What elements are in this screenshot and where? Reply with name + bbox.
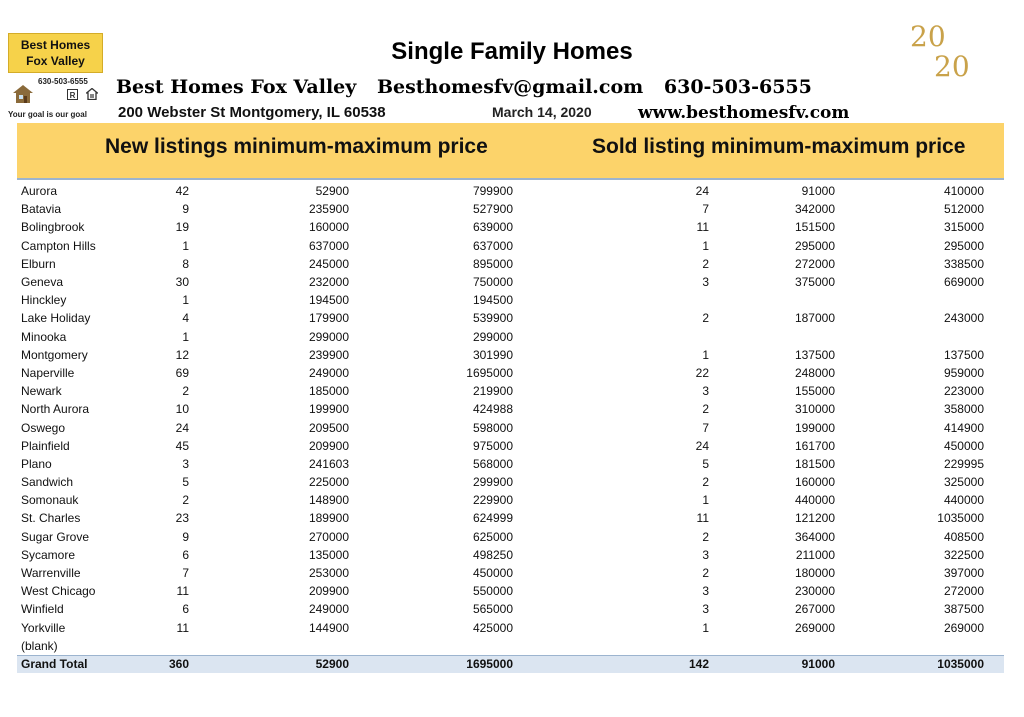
table-row: [17, 564, 1004, 582]
cell-city: Naperville: [21, 365, 75, 380]
table-row: [17, 437, 1004, 455]
listings-table-wrap: [17, 178, 1004, 673]
cell-sold-max: 397000: [943, 566, 984, 581]
cell-sold-max: 315000: [943, 220, 984, 235]
cell-sold-min: 248000: [794, 365, 835, 380]
cell-pad: [984, 582, 1004, 600]
table-row: [17, 273, 1004, 291]
cell-pad: [984, 473, 1004, 491]
cell-pad: [984, 455, 1004, 473]
cell-sold-count: 24: [695, 438, 709, 453]
cell-new-min: 253000: [308, 566, 349, 581]
cell-sold-max: 1035000: [835, 655, 984, 673]
cell-sold-max: 243000: [943, 311, 984, 326]
cell-new-count: 1: [182, 293, 189, 308]
table-body: [17, 180, 1004, 673]
cell-pad: [984, 364, 1004, 382]
cell-new-max: 799900: [472, 184, 513, 199]
cell-new-count: 360: [141, 655, 189, 673]
logo-tagline: Your goal is our goal: [8, 110, 87, 119]
cell-sold-max: 229995: [943, 456, 984, 471]
cell-new-max: 219900: [472, 384, 513, 399]
cell-city: Geneva: [21, 275, 64, 290]
cell-city: Sycamore: [21, 547, 76, 562]
report-date: March 14, 2020: [492, 104, 592, 120]
table-row: [17, 382, 1004, 400]
cell-sold-count: 1: [702, 620, 709, 635]
cell-city: Plainfield: [21, 438, 70, 453]
cell-city: (blank): [21, 638, 58, 653]
cell-sold-count: 7: [702, 420, 709, 435]
cell-new-max: 637000: [472, 238, 513, 253]
cell-city: Warrenville: [21, 566, 81, 581]
cell-sold-min: 155000: [794, 384, 835, 399]
cell-sold-count: [513, 328, 709, 346]
company-name: Best Homes Fox Valley: [116, 76, 357, 98]
cell-new-count: 12: [175, 347, 189, 362]
cell-new-max: 301990: [472, 347, 513, 362]
cell-sold-count: 2: [702, 475, 709, 490]
logo-phone: 630-503-6555: [38, 77, 88, 86]
cell-sold-min: 375000: [794, 275, 835, 290]
cell-new-max: 527900: [472, 202, 513, 217]
cell-city: Grand Total: [17, 655, 141, 673]
cell-sold-count: 3: [702, 584, 709, 599]
cell-sold-min: 180000: [794, 566, 835, 581]
contact-phone: 630-503-6555: [663, 76, 812, 98]
cell-new-max: 598000: [472, 420, 513, 435]
cell-sold-max: 295000: [943, 238, 984, 253]
cell-sold-min: [709, 328, 835, 346]
cell-new-count: 11: [176, 584, 189, 599]
cell-sold-max: 322500: [943, 547, 984, 562]
equal-housing-icon: [86, 88, 98, 100]
cell-city: West Chicago: [21, 584, 96, 599]
cell-city: Campton Hills: [21, 238, 96, 253]
cell-new-min: 209900: [308, 438, 349, 453]
cell-sold-count: 7: [702, 202, 709, 217]
cell-sold-count: 5: [702, 456, 709, 471]
cell-new-min: 194500: [308, 293, 349, 308]
cell-new-count: 19: [175, 220, 189, 235]
table-row: [17, 455, 1004, 473]
cell-sold-min: 211000: [795, 547, 835, 562]
cell-sold-max: 414900: [943, 420, 984, 435]
new-listings-heading: New listings minimum-maximum price: [105, 135, 488, 158]
cell-pad: [984, 346, 1004, 364]
cell-new-count: 42: [175, 184, 189, 199]
cell-new-max: 424988: [472, 402, 513, 417]
cell-new-count: 1: [182, 329, 189, 344]
cell-sold-min: 137500: [794, 347, 835, 362]
contact-email[interactable]: Besthomesfv@gmail.com: [376, 76, 644, 98]
cell-sold-max: [835, 291, 984, 309]
cell-new-max: 550000: [472, 584, 513, 599]
cell-new-min: 189900: [308, 511, 349, 526]
cell-sold-min: 295000: [794, 238, 835, 253]
cell-sold-count: [513, 291, 709, 309]
cell-new-max: 565000: [472, 602, 513, 617]
table-row: [17, 528, 1004, 546]
cell-new-min: 239900: [308, 347, 349, 362]
table-row: [17, 328, 1004, 346]
office-address: 200 Webster St Montgomery, IL 60538: [118, 104, 386, 121]
cell-sold-count: 11: [696, 511, 709, 526]
cell-sold-min: 187000: [794, 311, 835, 326]
cell-city: Aurora: [21, 184, 58, 199]
cell-city: Hinckley: [21, 293, 67, 308]
cell-new-min: 249000: [308, 602, 349, 617]
cell-new-min: 245000: [308, 256, 349, 271]
cell-pad: [984, 218, 1004, 236]
table-row: [17, 546, 1004, 564]
cell-pad: [984, 509, 1004, 527]
cell-pad: [984, 491, 1004, 509]
cell-pad: [984, 400, 1004, 418]
cell-new-count: 23: [175, 511, 189, 526]
cell-new-max: 625000: [472, 529, 513, 544]
cell-new-count: 9: [182, 529, 189, 544]
cell-new-count: 1: [182, 238, 189, 253]
cell-pad: [984, 291, 1004, 309]
cell-new-min: 199900: [308, 402, 349, 417]
cell-new-max: 639000: [472, 220, 513, 235]
cell-city: North Aurora: [21, 402, 90, 417]
cell-sold-min: 272000: [794, 256, 835, 271]
cell-pad: [984, 564, 1004, 582]
cell-city: Batavia: [21, 202, 62, 217]
year-2020-logo: [908, 20, 976, 80]
cell-pad: [984, 237, 1004, 255]
cell-sold-max: [835, 328, 984, 346]
cell-new-min: 209500: [308, 420, 349, 435]
cell-sold-min: 181500: [794, 456, 835, 471]
cell-sold-count: 2: [702, 402, 709, 417]
cell-pad: [984, 655, 1004, 673]
cell-new-max: 1695000: [349, 655, 513, 673]
cell-sold-count: 1: [702, 347, 709, 362]
cell-new-count: 45: [175, 438, 189, 453]
cell-city: Elburn: [21, 256, 56, 271]
cell-sold-min: 91000: [709, 655, 835, 673]
realtor-icon: R: [67, 89, 78, 100]
cell-city: Winfield: [21, 602, 64, 617]
grand-total-row: [17, 655, 1004, 673]
cell-new-max: 450000: [472, 566, 513, 581]
cell-city: Sandwich: [21, 475, 74, 490]
table-row: [17, 255, 1004, 273]
cell-sold-min: 199000: [794, 420, 835, 435]
cell-sold-min: 160000: [794, 475, 835, 490]
section-banner: [17, 123, 1004, 178]
cell-new-count: 2: [182, 384, 189, 399]
cell-new-min: 270000: [308, 529, 349, 544]
cell-new-max: 750000: [472, 275, 513, 290]
cell-new-count: [141, 637, 189, 656]
cell-sold-max: 512000: [943, 202, 984, 217]
cell-new-min: 160000: [308, 220, 349, 235]
cell-sold-count: 22: [695, 365, 709, 380]
website-link[interactable]: www.besthomesfv.com: [638, 103, 850, 123]
table-row: [17, 218, 1004, 236]
cell-new-max: 425000: [472, 620, 513, 635]
table-row: [17, 364, 1004, 382]
sold-listings-heading: Sold listing minimum-maximum price: [592, 135, 966, 158]
cell-sold-max: 269000: [943, 620, 984, 635]
table-row: [17, 291, 1004, 309]
cell-sold-min: [709, 291, 835, 309]
cell-new-min: 299000: [308, 329, 349, 344]
cell-sold-count: 2: [702, 256, 709, 271]
logo-line1: Best Homes: [20, 38, 91, 52]
cell-city: Yorkville: [21, 620, 66, 635]
cell-new-max: 975000: [472, 438, 513, 453]
cell-sold-max: 450000: [943, 438, 984, 453]
cell-sold-count: 3: [702, 275, 709, 290]
cell-sold-min: [709, 637, 835, 656]
cell-new-count: 4: [182, 311, 189, 326]
cell-new-max: 539900: [472, 311, 513, 326]
cell-sold-min: 267000: [794, 602, 835, 617]
table-row: [17, 619, 1004, 637]
cell-new-count: 9: [182, 202, 189, 217]
cell-pad: [984, 619, 1004, 637]
cell-pad: [984, 528, 1004, 546]
cell-new-max: 568000: [472, 456, 513, 471]
cell-sold-min: 364000: [794, 529, 835, 544]
cell-new-count: 8: [182, 256, 189, 271]
cell-sold-min: 310000: [794, 402, 835, 417]
cell-sold-min: 91000: [801, 184, 835, 199]
cell-sold-count: 142: [513, 655, 709, 673]
table-row: [17, 237, 1004, 255]
table-row: [17, 582, 1004, 600]
year-logo-top: 20: [910, 20, 946, 53]
table-row: [17, 637, 1004, 656]
cell-new-min: 144900: [308, 620, 349, 635]
cell-new-count: 3: [182, 456, 189, 471]
cell-sold-count: 1: [702, 238, 709, 253]
cell-new-max: 498250: [472, 547, 513, 562]
cell-sold-count: [513, 637, 709, 656]
cell-sold-min: 151500: [794, 220, 835, 235]
cell-new-count: 11: [176, 620, 189, 635]
table-row: [17, 418, 1004, 436]
cell-new-max: 299900: [472, 475, 513, 490]
cell-pad: [984, 418, 1004, 436]
cell-new-min: 235900: [308, 202, 349, 217]
cell-sold-min: 269000: [794, 620, 835, 635]
cell-pad: [984, 637, 1004, 656]
cell-new-min: 179900: [308, 311, 349, 326]
cell-sold-max: 137500: [943, 347, 984, 362]
cell-sold-max: 440000: [943, 493, 984, 508]
cell-city: Lake Holiday: [21, 311, 91, 326]
cell-sold-count: 1: [702, 493, 709, 508]
cell-new-max: [349, 637, 513, 656]
cell-city: St. Charles: [21, 511, 81, 526]
cell-sold-max: 959000: [943, 365, 984, 380]
cell-sold-max: 272000: [943, 584, 984, 599]
cell-sold-min: 230000: [794, 584, 835, 599]
cell-city: Oswego: [21, 420, 66, 435]
cell-pad: [984, 309, 1004, 327]
cell-new-min: 232000: [308, 275, 349, 290]
cell-sold-min: 440000: [794, 493, 835, 508]
listings-table: [17, 180, 1004, 673]
cell-city: Somonauk: [21, 493, 79, 508]
cell-city: Montgomery: [21, 347, 88, 362]
cell-sold-count: 11: [696, 220, 709, 235]
cell-pad: [984, 382, 1004, 400]
cell-sold-max: 408500: [943, 529, 984, 544]
year-logo-bottom: 20: [934, 50, 970, 80]
cell-sold-max: [835, 637, 984, 656]
cell-new-count: 30: [175, 275, 189, 290]
cell-sold-count: 24: [695, 184, 709, 199]
cell-sold-count: 2: [702, 311, 709, 326]
table-row: [17, 473, 1004, 491]
cell-city: Bolingbrook: [21, 220, 85, 235]
table-row: [17, 200, 1004, 218]
cell-new-max: 194500: [472, 293, 513, 308]
cell-sold-min: 161700: [794, 438, 835, 453]
cell-sold-min: 121200: [794, 511, 835, 526]
cell-new-count: 69: [175, 365, 189, 380]
cell-new-count: 24: [175, 420, 189, 435]
cell-sold-max: 1035000: [937, 511, 984, 526]
cell-pad: [984, 437, 1004, 455]
cell-city: Sugar Grove: [21, 529, 90, 544]
cell-sold-count: 2: [702, 529, 709, 544]
table-row: [17, 491, 1004, 509]
cell-pad: [984, 255, 1004, 273]
cell-new-min: 52900: [189, 655, 349, 673]
cell-new-max: 299000: [472, 329, 513, 344]
cell-new-min: 241603: [308, 456, 349, 471]
cell-city: Newark: [21, 384, 62, 399]
cell-sold-max: 325000: [943, 475, 984, 490]
cell-new-min: 209900: [308, 584, 349, 599]
cell-new-count: 7: [182, 566, 189, 581]
cell-new-min: 225000: [308, 475, 349, 490]
cell-pad: [984, 546, 1004, 564]
table-row: [17, 180, 1004, 200]
table-row: [17, 509, 1004, 527]
cell-sold-max: 223000: [943, 384, 984, 399]
cell-new-count: 10: [175, 402, 189, 417]
cell-pad: [984, 180, 1004, 200]
table-row: [17, 346, 1004, 364]
cell-sold-count: 3: [702, 547, 709, 562]
cell-sold-min: 342000: [794, 202, 835, 217]
cell-new-count: 6: [182, 547, 189, 562]
page-title: Single Family Homes: [391, 38, 633, 65]
cell-sold-max: 358000: [943, 402, 984, 417]
cell-new-max: 624999: [472, 511, 513, 526]
cell-sold-count: 3: [702, 602, 709, 617]
cell-city: Plano: [21, 456, 52, 471]
house-icon: [12, 84, 34, 104]
cell-new-min: 185000: [308, 384, 349, 399]
cell-new-max: 1695000: [466, 365, 513, 380]
cell-sold-count: 3: [702, 384, 709, 399]
cell-pad: [984, 200, 1004, 218]
cell-pad: [984, 600, 1004, 618]
cell-sold-max: 410000: [943, 184, 984, 199]
cell-new-max: 895000: [472, 256, 513, 271]
cell-city: Minooka: [21, 329, 67, 344]
cell-new-count: 2: [182, 493, 189, 508]
cell-pad: [984, 328, 1004, 346]
cell-sold-max: 338500: [943, 256, 984, 271]
table-row: [17, 600, 1004, 618]
cell-new-max: 229900: [472, 493, 513, 508]
cell-new-min: 249000: [308, 365, 349, 380]
table-row: [17, 400, 1004, 418]
logo-line2: Fox Valley: [26, 54, 85, 68]
cell-new-count: 5: [182, 475, 189, 490]
cell-new-min: 52900: [315, 184, 349, 199]
table-row: [17, 309, 1004, 327]
contact-line: [116, 76, 826, 98]
cell-new-min: 148900: [308, 493, 349, 508]
cell-new-min: 135000: [308, 547, 349, 562]
cell-sold-count: 2: [702, 566, 709, 581]
cell-sold-max: 387500: [943, 602, 984, 617]
cell-sold-max: 669000: [943, 275, 984, 290]
cell-new-min: [189, 637, 349, 656]
cell-pad: [984, 273, 1004, 291]
cell-new-count: 6: [182, 602, 189, 617]
cell-new-min: 637000: [308, 238, 349, 253]
